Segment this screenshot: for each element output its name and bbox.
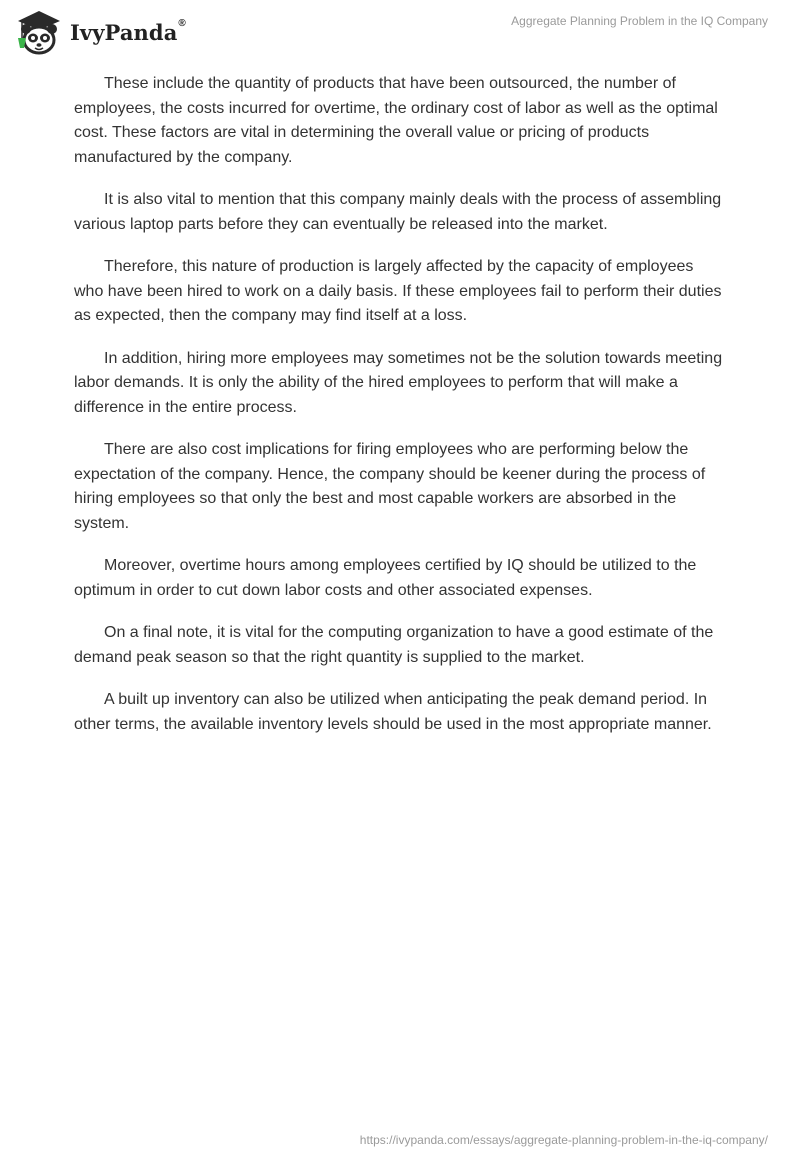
paragraph: There are also cost implications for firing employees who are performing below the expectation of the company. Hence, the company should be keener during the process of hiring employees so that only the best and most capable workers are absorbed in the system. (74, 441, 706, 532)
document-title: Aggregate Planning Problem in the IQ Company (511, 14, 768, 28)
paragraph: Moreover, overtime hours among employees certified by IQ should be utilized to the optimum in order to cut down labor costs and other associated expenses. (74, 557, 697, 599)
registered-mark: ® (178, 17, 186, 29)
paragraph: A built up inventory can also be utilized when anticipating the peak demand period. In other terms, the available inventory levels should be used in the most appropriate manner. (74, 691, 712, 733)
page-header (0, 0, 800, 70)
ivypanda-logo[interactable] (14, 8, 186, 56)
paragraph: It is also vital to mention that this company mainly deals with the process of assembling various laptop parts before they can eventually be released into the market. (74, 191, 722, 233)
panda-logo-icon (14, 8, 64, 56)
paragraph: In addition, hiring more employees may sometimes not be the solution towards meeting labor demands. It is only the ability of the hired employees to perform that will make a difference in the entire process. (74, 349, 723, 416)
paragraph: These include the quantity of products that have been outsourced, the number of employees, the costs incurred for overtime, the ordinary cost of labor as well as the optimal cost. These factors are vital in determining the overall value or pricing of products manufactured by the company. (74, 75, 718, 166)
brand-name: IvyPanda® (70, 17, 186, 45)
paragraph: Therefore, this nature of production is largely affected by the capacity of employees who have been hired to work on a daily basis. If these employees fail to perform their duties as expected, then the company may find itself at a loss. (74, 258, 722, 324)
essay-body (74, 72, 724, 755)
source-url-link[interactable]: https://ivypanda.com/essays/aggregate-planning-problem-in-the-iq-company/ (359, 1133, 768, 1147)
paragraph: On a final note, it is vital for the computing organization to have a good estimate of the demand peak season so that the right quantity is supplied to the market. (74, 624, 714, 666)
